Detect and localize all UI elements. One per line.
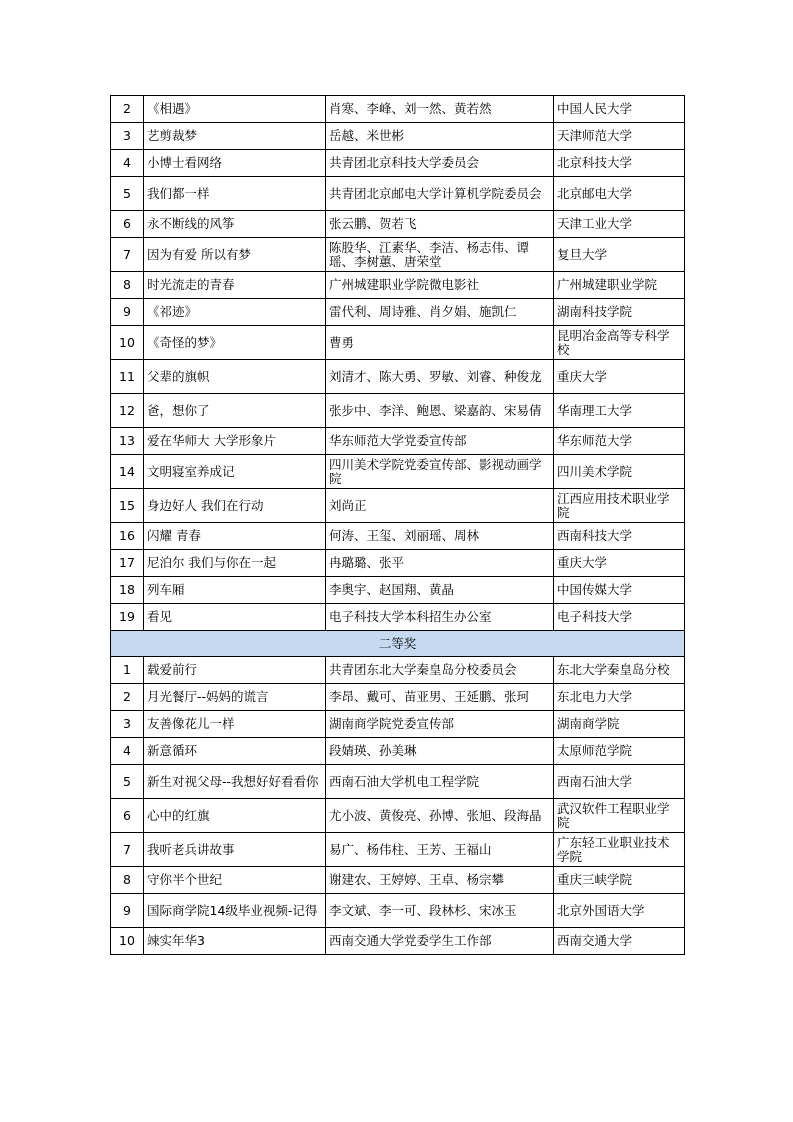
table-row bbox=[111, 765, 685, 799]
table-row bbox=[111, 177, 685, 211]
work-title: 列车厢 bbox=[144, 577, 326, 604]
row-number: 4 bbox=[111, 738, 144, 765]
author-list: 广州城建职业学院微电影社 bbox=[326, 272, 554, 299]
author-list: 四川美术学院党委宣传部、影视动画学院 bbox=[326, 455, 554, 489]
author-list: 张云鹏、贺若飞 bbox=[326, 211, 554, 238]
school-name: 东北电力大学 bbox=[554, 684, 685, 711]
author-list: 湖南商学院党委宣传部 bbox=[326, 711, 554, 738]
table-row bbox=[111, 799, 685, 833]
author-list: 张步中、李洋、鲍恩、梁嘉韵、宋易倩 bbox=[326, 394, 554, 428]
author-list: 易广、杨伟柱、王芳、王福山 bbox=[326, 833, 554, 867]
work-title: 心中的红旗 bbox=[144, 799, 326, 833]
row-number: 16 bbox=[111, 523, 144, 550]
row-number: 12 bbox=[111, 394, 144, 428]
school-name: 重庆大学 bbox=[554, 360, 685, 394]
table-row bbox=[111, 455, 685, 489]
school-name: 华东师范大学 bbox=[554, 428, 685, 455]
school-name: 湖南商学院 bbox=[554, 711, 685, 738]
table-row bbox=[111, 326, 685, 360]
work-title: 身边好人 我们在行动 bbox=[144, 489, 326, 523]
table-row bbox=[111, 360, 685, 394]
school-name: 华南理工大学 bbox=[554, 394, 685, 428]
table-row bbox=[111, 684, 685, 711]
work-title: 爸，想你了 bbox=[144, 394, 326, 428]
work-title: 国际商学院14级毕业视频-记得 bbox=[144, 894, 326, 928]
work-title: 尼泊尔 我们与你在一起 bbox=[144, 550, 326, 577]
author-list: 西南交通大学党委学生工作部 bbox=[326, 928, 554, 955]
school-name: 中国传媒大学 bbox=[554, 577, 685, 604]
work-title: 爱在华师大 大学形象片 bbox=[144, 428, 326, 455]
school-name: 昆明冶金高等专科学校 bbox=[554, 326, 685, 360]
work-title: 我听老兵讲故事 bbox=[144, 833, 326, 867]
work-title: 竦实年华3 bbox=[144, 928, 326, 955]
school-name: 西南交通大学 bbox=[554, 928, 685, 955]
school-name: 江西应用技术职业学院 bbox=[554, 489, 685, 523]
row-number: 6 bbox=[111, 211, 144, 238]
school-name: 湖南科技学院 bbox=[554, 299, 685, 326]
author-list: 岳越、米世彬 bbox=[326, 123, 554, 150]
work-title: 友善像花儿一样 bbox=[144, 711, 326, 738]
table-row bbox=[111, 523, 685, 550]
row-number: 4 bbox=[111, 150, 144, 177]
row-number: 8 bbox=[111, 272, 144, 299]
school-name: 武汉软件工程职业学院 bbox=[554, 799, 685, 833]
table-row bbox=[111, 489, 685, 523]
school-name: 重庆三峡学院 bbox=[554, 867, 685, 894]
work-title: 时光流走的青春 bbox=[144, 272, 326, 299]
row-number: 9 bbox=[111, 299, 144, 326]
work-title: 《相遇》 bbox=[144, 96, 326, 123]
author-list: 李奥宇、赵国翔、黄晶 bbox=[326, 577, 554, 604]
author-list: 陈股华、江素华、李洁、杨志伟、谭瑶、李树蕙、唐荣堂 bbox=[326, 238, 554, 272]
school-name: 西南石油大学 bbox=[554, 765, 685, 799]
work-title: 《奇怪的梦》 bbox=[144, 326, 326, 360]
row-number: 11 bbox=[111, 360, 144, 394]
school-name: 太原师范学院 bbox=[554, 738, 685, 765]
table-row bbox=[111, 394, 685, 428]
work-title: 新意循环 bbox=[144, 738, 326, 765]
row-number: 2 bbox=[111, 684, 144, 711]
author-list: 共青团东北大学秦皇岛分校委员会 bbox=[326, 657, 554, 684]
table-row bbox=[111, 238, 685, 272]
work-title: 小博士看网络 bbox=[144, 150, 326, 177]
work-title: 文明寝室养成记 bbox=[144, 455, 326, 489]
author-list: 肖寒、李峰、刘一然、黄若然 bbox=[326, 96, 554, 123]
work-title: 月光餐厅--妈妈的谎言 bbox=[144, 684, 326, 711]
author-list: 尤小波、黄俊亮、孙博、张旭、段海晶 bbox=[326, 799, 554, 833]
author-list: 冉璐璐、张平 bbox=[326, 550, 554, 577]
work-title: 因为有爱 所以有梦 bbox=[144, 238, 326, 272]
table-row bbox=[111, 604, 685, 631]
row-number: 10 bbox=[111, 928, 144, 955]
work-title: 永不断线的风筝 bbox=[144, 211, 326, 238]
row-number: 7 bbox=[111, 833, 144, 867]
row-number: 3 bbox=[111, 711, 144, 738]
table-row bbox=[111, 299, 685, 326]
row-number: 17 bbox=[111, 550, 144, 577]
section-heading: 二等奖 bbox=[111, 631, 685, 657]
school-name: 广州城建职业学院 bbox=[554, 272, 685, 299]
table-row bbox=[111, 428, 685, 455]
row-number: 6 bbox=[111, 799, 144, 833]
table-row bbox=[111, 96, 685, 123]
school-name: 广东轻工业职业技术学院 bbox=[554, 833, 685, 867]
work-title: 艺剪裁梦 bbox=[144, 123, 326, 150]
author-list: 刘尚正 bbox=[326, 489, 554, 523]
author-list: 刘清才、陈大勇、罗敏、刘睿、种俊龙 bbox=[326, 360, 554, 394]
table-row bbox=[111, 211, 685, 238]
row-number: 2 bbox=[111, 96, 144, 123]
author-list: 谢建农、王婷婷、王卓、杨宗攀 bbox=[326, 867, 554, 894]
row-number: 5 bbox=[111, 765, 144, 799]
author-list: 段婧瑛、孙美琳 bbox=[326, 738, 554, 765]
author-list: 何涛、王玺、刘丽瑶、周林 bbox=[326, 523, 554, 550]
school-name: 北京邮电大学 bbox=[554, 177, 685, 211]
work-title: 闪耀 青春 bbox=[144, 523, 326, 550]
work-title: 新生对视父母--我想好好看看你 bbox=[144, 765, 326, 799]
table-row bbox=[111, 833, 685, 867]
table-row bbox=[111, 657, 685, 684]
row-number: 15 bbox=[111, 489, 144, 523]
work-title: 看见 bbox=[144, 604, 326, 631]
work-title: 守你半个世纪 bbox=[144, 867, 326, 894]
row-number: 5 bbox=[111, 177, 144, 211]
work-title: 载爱前行 bbox=[144, 657, 326, 684]
author-list: 曹勇 bbox=[326, 326, 554, 360]
table-row bbox=[111, 550, 685, 577]
table-row bbox=[111, 150, 685, 177]
author-list: 共青团北京邮电大学计算机学院委员会 bbox=[326, 177, 554, 211]
table-row bbox=[111, 928, 685, 955]
school-name: 电子科技大学 bbox=[554, 604, 685, 631]
work-title: 父辈的旗帜 bbox=[144, 360, 326, 394]
table-row bbox=[111, 738, 685, 765]
row-number: 1 bbox=[111, 657, 144, 684]
section-row bbox=[111, 631, 685, 657]
row-number: 3 bbox=[111, 123, 144, 150]
award-table bbox=[110, 95, 685, 955]
row-number: 10 bbox=[111, 326, 144, 360]
table-row bbox=[111, 711, 685, 738]
school-name: 西南科技大学 bbox=[554, 523, 685, 550]
table-row bbox=[111, 123, 685, 150]
row-number: 14 bbox=[111, 455, 144, 489]
school-name: 复旦大学 bbox=[554, 238, 685, 272]
row-number: 7 bbox=[111, 238, 144, 272]
author-list: 共青团北京科技大学委员会 bbox=[326, 150, 554, 177]
school-name: 重庆大学 bbox=[554, 550, 685, 577]
author-list: 雷代利、周诗雅、肖夕娟、施凯仁 bbox=[326, 299, 554, 326]
row-number: 9 bbox=[111, 894, 144, 928]
table-row bbox=[111, 577, 685, 604]
school-name: 四川美术学院 bbox=[554, 455, 685, 489]
table-row bbox=[111, 272, 685, 299]
author-list: 李昂、戴可、苗亚男、王延鹏、张珂 bbox=[326, 684, 554, 711]
author-list: 华东师范大学党委宣传部 bbox=[326, 428, 554, 455]
table-row bbox=[111, 894, 685, 928]
author-list: 西南石油大学机电工程学院 bbox=[326, 765, 554, 799]
school-name: 北京科技大学 bbox=[554, 150, 685, 177]
author-list: 李文斌、李一可、段林杉、宋冰玉 bbox=[326, 894, 554, 928]
work-title: 我们都一样 bbox=[144, 177, 326, 211]
school-name: 北京外国语大学 bbox=[554, 894, 685, 928]
school-name: 东北大学秦皇岛分校 bbox=[554, 657, 685, 684]
school-name: 中国人民大学 bbox=[554, 96, 685, 123]
school-name: 天津师范大学 bbox=[554, 123, 685, 150]
author-list: 电子科技大学本科招生办公室 bbox=[326, 604, 554, 631]
row-number: 18 bbox=[111, 577, 144, 604]
work-title: 《祁迹》 bbox=[144, 299, 326, 326]
table-row bbox=[111, 867, 685, 894]
row-number: 8 bbox=[111, 867, 144, 894]
row-number: 13 bbox=[111, 428, 144, 455]
school-name: 天津工业大学 bbox=[554, 211, 685, 238]
row-number: 19 bbox=[111, 604, 144, 631]
